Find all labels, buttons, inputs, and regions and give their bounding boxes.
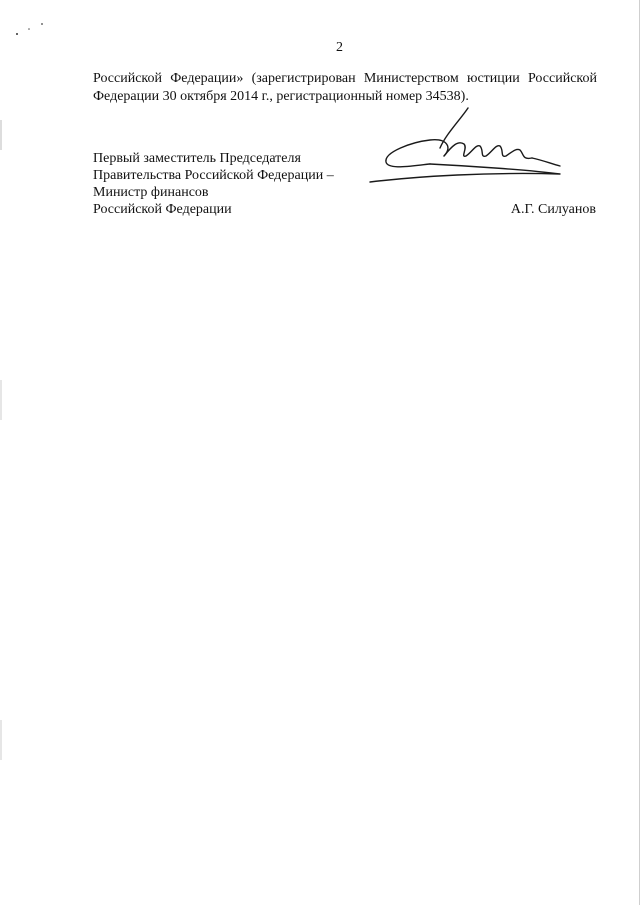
body-paragraph <box>93 70 597 106</box>
paragraph-line: Российской Федерации» (зарегистрирован Министерством юстиции Российской <box>93 71 597 86</box>
scan-edge-marks <box>0 120 4 900</box>
signatory-line: Первый заместитель Председателя <box>93 151 301 166</box>
scan-specks <box>14 18 54 42</box>
paragraph-line: Федерации 30 октября 2014 г., регистрационный номер 34538). <box>93 89 469 104</box>
signatory-line: Российской Федерации <box>93 202 232 217</box>
signatory-title <box>93 150 334 218</box>
page-number: 2 <box>336 40 343 55</box>
signer-name: А.Г. Силуанов <box>510 202 596 217</box>
handwritten-signature <box>360 104 570 188</box>
signatory-line: Правительства Российской Федерации – <box>93 168 334 183</box>
signatory-line: Министр финансов <box>93 185 209 200</box>
